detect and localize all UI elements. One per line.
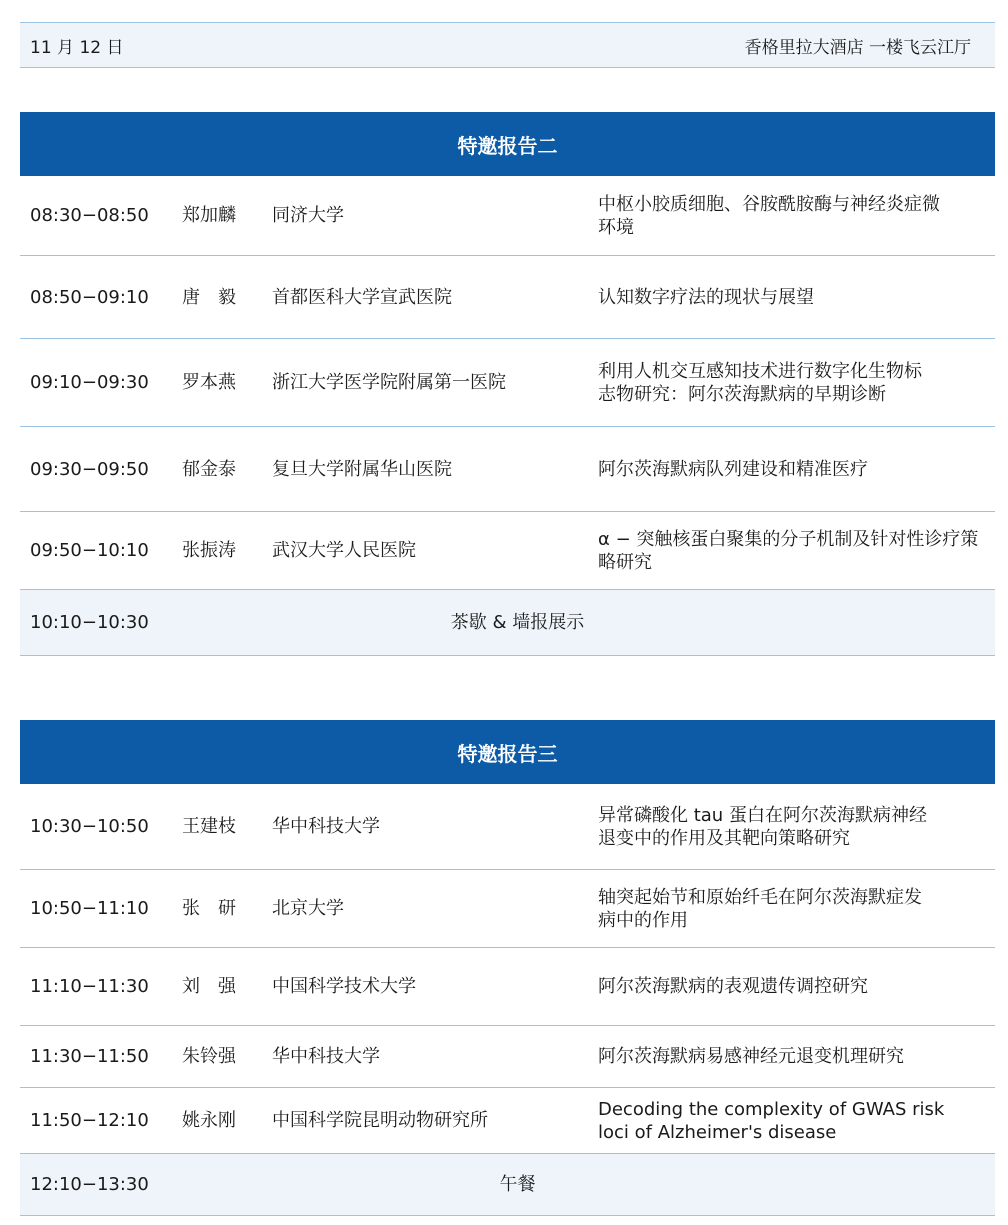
speaker-cell: 唐 毅: [182, 286, 236, 308]
session-title: 特邀报告二: [20, 112, 995, 176]
speaker-cell: 张振涛: [182, 540, 236, 561]
time-cell: 09:30−09:50: [30, 458, 149, 480]
speaker-cell: 郑加麟: [182, 205, 236, 226]
schedule-row: [20, 256, 995, 339]
speaker-cell: 张 研: [182, 898, 236, 919]
schedule-row: [20, 784, 995, 870]
schedule-row: [20, 870, 995, 948]
break-time-cell: 12:10−13:30: [30, 1174, 149, 1195]
speaker-cell: 朱铃强: [182, 1046, 236, 1067]
break-label: 茶歇 & 墙报展示: [450, 612, 585, 633]
schedule-row: [20, 176, 995, 256]
topic-cell: 轴突起始节和原始纤毛在阿尔茨海默症发病中的作用: [598, 886, 922, 931]
speaker-cell: 王建枝: [182, 816, 236, 837]
time-cell: 08:50−09:10: [30, 286, 149, 308]
topic-cell: 阿尔茨海默病易感神经元退变机理研究: [598, 1046, 904, 1067]
date-label: 11 月 12 日: [30, 37, 124, 58]
schedule-row: [20, 948, 995, 1026]
institution-cell: 中国科学院昆明动物研究所: [272, 1110, 488, 1131]
topic-cell: 异常磷酸化 tau 蛋白在阿尔茨海默病神经退变中的作用及其靶向策略研究: [598, 804, 927, 849]
schedule-row: [20, 339, 995, 427]
break-row: [20, 1154, 995, 1216]
institution-cell: 华中科技大学: [272, 1046, 380, 1067]
speaker-cell: 姚永刚: [182, 1110, 236, 1131]
institution-cell: 同济大学: [272, 205, 344, 226]
venue-label: 香格里拉大酒店 一楼飞云江厅: [744, 37, 971, 58]
institution-cell: 北京大学: [272, 898, 344, 919]
speaker-cell: 刘 强: [182, 976, 236, 997]
institution-cell: 中国科学技术大学: [272, 976, 416, 997]
topic-cell: 阿尔茨海默病的表观遗传调控研究: [598, 976, 868, 997]
break-row: [20, 590, 995, 656]
speaker-cell: 罗本燕: [182, 372, 236, 393]
break-label: 午餐: [499, 1174, 536, 1195]
institution-cell: 武汉大学人民医院: [272, 540, 416, 561]
institution-cell: 首都医科大学宣武医院: [272, 286, 452, 308]
topic-cell: 中枢小胶质细胞、谷胺酰胺酶与神经炎症微环境: [598, 193, 940, 238]
topic-cell: 认知数字疗法的现状与展望: [598, 286, 814, 308]
topic-cell: Decoding the complexity of GWAS risk loci of Alzheimer's disease: [598, 1098, 945, 1143]
time-cell: 11:10−11:30: [30, 976, 149, 997]
speaker-cell: 郁金泰: [182, 458, 236, 480]
institution-cell: 华中科技大学: [272, 816, 380, 837]
time-cell: 10:50−11:10: [30, 898, 149, 919]
time-cell: 11:30−11:50: [30, 1046, 149, 1067]
schedule-row: [20, 512, 995, 590]
time-cell: 11:50−12:10: [30, 1110, 149, 1131]
schedule-row: [20, 1026, 995, 1088]
topic-cell: 利用人机交互感知技术进行数字化生物标志物研究：阿尔茨海默病的早期诊断: [598, 360, 922, 405]
institution-cell: 浙江大学医学院附属第一医院: [272, 372, 506, 393]
session-invited-report-2: [20, 112, 995, 656]
topic-cell: 阿尔茨海默病队列建设和精准医疗: [598, 458, 868, 480]
date-venue-bar: [20, 22, 995, 68]
institution-cell: 复旦大学附属华山医院: [272, 458, 452, 480]
time-cell: 09:10−09:30: [30, 372, 149, 393]
schedule-row: [20, 427, 995, 512]
session-invited-report-3: [20, 720, 995, 1216]
break-time-cell: 10:10−10:30: [30, 612, 149, 633]
time-cell: 09:50−10:10: [30, 540, 149, 561]
session-title: 特邀报告三: [20, 720, 995, 784]
schedule-row: [20, 1088, 995, 1154]
time-cell: 08:30−08:50: [30, 205, 149, 226]
time-cell: 10:30−10:50: [30, 816, 149, 837]
topic-cell: α − 突触核蛋白聚集的分子机制及针对性诊疗策略研究: [598, 528, 979, 573]
